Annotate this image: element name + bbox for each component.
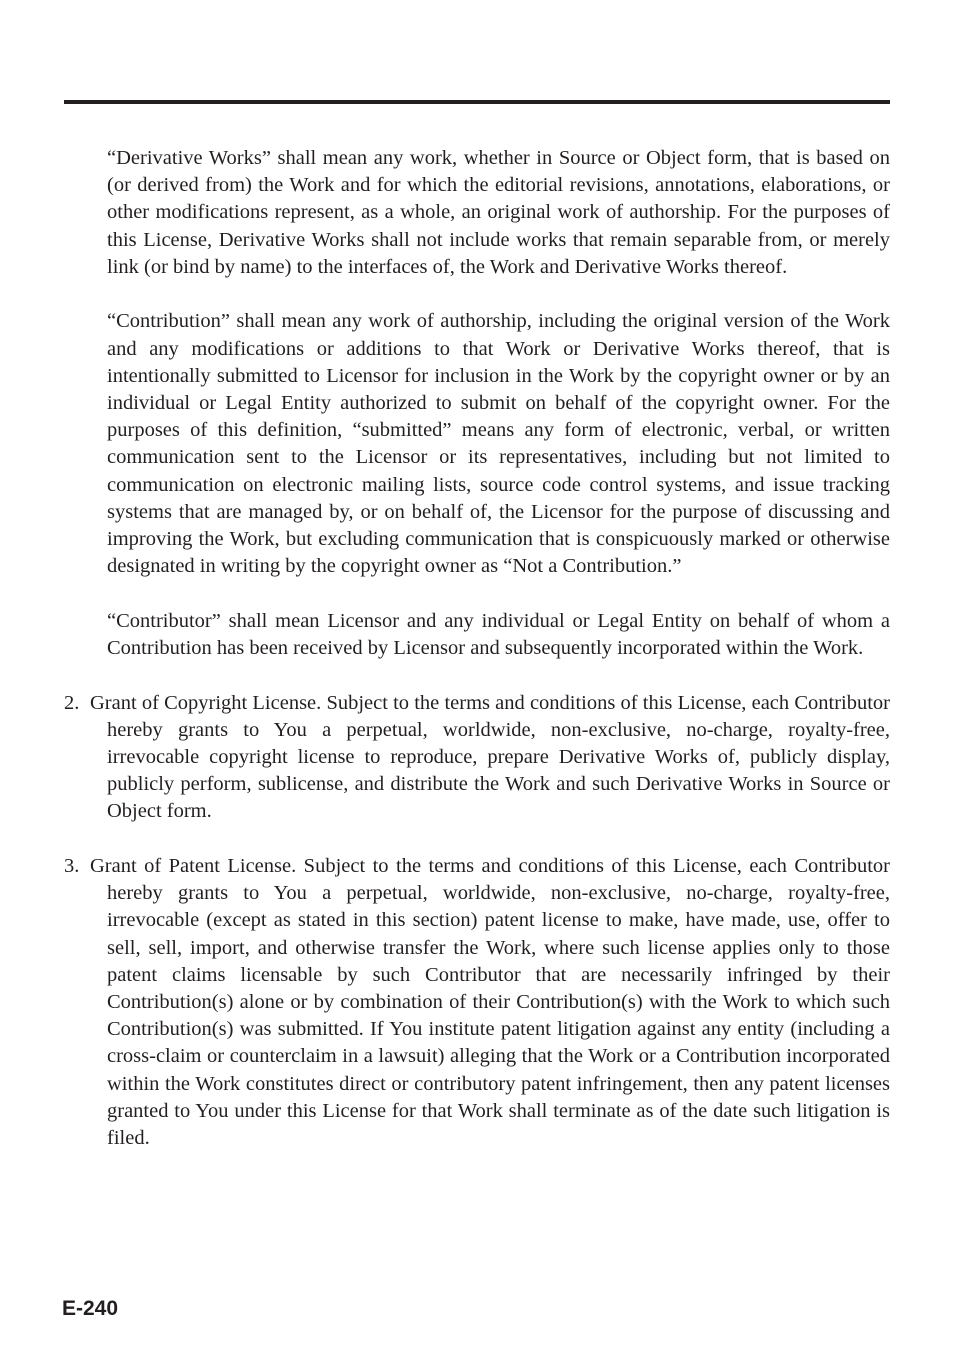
section-number: 2. bbox=[64, 691, 80, 714]
section-text: Grant of Patent License. Subject to the terms and conditions of this License, each Contributor hereby grants to You a perpetual, worldwide, non-exclusive, no-charge, royalty-free, irrevocable (except as stated in this section) patent license to make, have made, use, offer to sell, sell, import, and otherwise transfer the Work, where such license applies only to those patent claims licensable by such Contributor that are necessarily infringed by their Contribution(s) alone or by combination of their Contribution(s) with the Work to which such Contribution(s) was submitted. If You institute patent litigation against any entity (including a cross-claim or counterclaim in a lawsuit) alleging that the Work or a Contribution incorporated within the Work constitutes direct or contributory patent infringement, then any patent licenses granted to You under this License for that Work shall terminate as of the date such litigation is filed. bbox=[90, 855, 890, 1150]
section-patent-license bbox=[64, 853, 890, 1152]
section-copyright-license bbox=[64, 690, 890, 826]
page-number: E-240 bbox=[62, 1297, 119, 1320]
section-text: Grant of Copyright License. Subject to the terms and conditions of this License, each Contributor hereby grants to You a perpetual, worldwide, non-exclusive, no-charge, royalty-free, irrevocable copyright license to reproduce, prepare Derivative Works of, publicly display, publicly perform, sublicense, and distribute the Work and such Derivative Works in Source or Object form. bbox=[90, 691, 890, 823]
definition-contributor: “Contributor” shall mean Licensor and any individual or Legal Entity on behalf of whom a Contribution has been received by Licensor and subsequently incorporated within the Work. bbox=[107, 609, 890, 660]
definition-contribution: “Contribution” shall mean any work of authorship, including the original version of the Work and any modifications or additions to that Work or Derivative Works thereof, that is intentionally submitted to Licensor for inclusion in the Work by the copyright owner or by an individual or Legal Entity authorized to submit on behalf of the copyright owner. For the purposes of this definition, “submitted” means any form of electronic, verbal, or written communication sent to the Licensor or its representatives, including but not limited to communication on electronic mailing lists, source code control systems, and issue tracking systems that are managed by, or on behalf of, the Licensor for the purpose of discussing and improving the Work, but excluding communication that is conspicuously marked or otherwise designated in writing by the copyright owner as “Not a Contribution.” bbox=[107, 310, 890, 578]
section-number: 3. bbox=[64, 855, 80, 878]
license-text bbox=[64, 145, 890, 1180]
header-rule bbox=[64, 100, 890, 104]
definition-derivative-works: “Derivative Works” shall mean any work, whether in Source or Object form, that is based on (or derived from) the Work and for which the editorial revisions, annotations, elaborations, or other modifications represent, as a whole, an original work of authorship. For the purposes of this License, Derivative Works shall not include works that remain separable from, or merely link (or bind by name) to the interfaces of, the Work and Derivative Works thereof. bbox=[107, 147, 890, 278]
